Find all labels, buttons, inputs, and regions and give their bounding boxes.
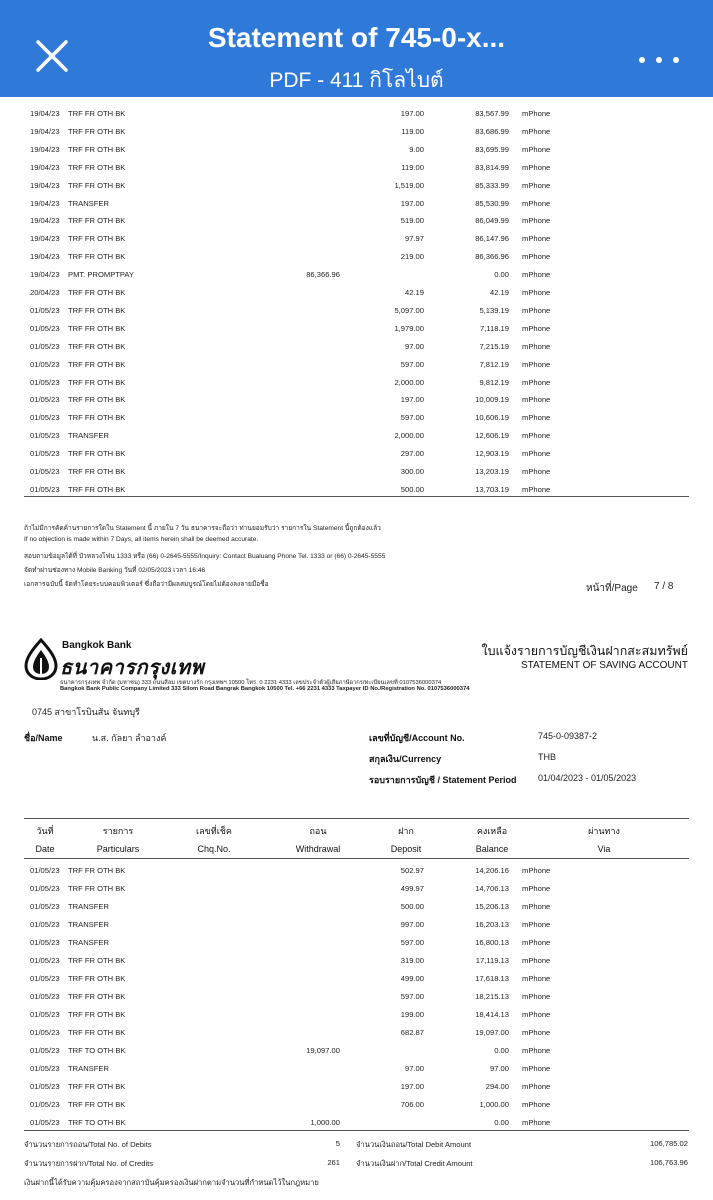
inquiry-note: สอบถามข้อมูลได้ที่ บัวหลวงโฟน 1333 หรือ (66) 0-2645-5555/Inquiry: Contact Bualuang Phone Tel. 1333 or (66) 0-2645-5555 (24, 553, 386, 560)
total-debits-label: จำนวนรายการถอน/Total No. of Debits (24, 1140, 152, 1149)
via-cell: mPhone (522, 216, 551, 226)
via-cell: mPhone (522, 162, 551, 172)
more-options-button[interactable] (639, 52, 679, 68)
particulars-cell: TRF FR OTH BK (68, 992, 126, 1001)
via-cell: mPhone (522, 1082, 551, 1091)
deposit-cell: 9.00 (409, 144, 424, 154)
statement-title-th: ใบแจ้งรายการบัญชีเงินฝากสะสมทรัพย์ (481, 644, 688, 658)
bangkok-bank-logo-icon (22, 638, 60, 680)
particulars-cell: TRF FR OTH BK (68, 216, 126, 226)
deposit-cell: 706.00 (400, 1100, 424, 1109)
particulars-cell: TRANSFER (68, 198, 109, 208)
date-cell: 19/04/23 (30, 252, 60, 262)
via-cell: mPhone (522, 180, 551, 190)
deposit-cell: 97.00 (404, 1064, 424, 1073)
table-row (0, 899, 713, 917)
deposit-cell: 297.00 (400, 449, 424, 459)
date-cell: 19/04/23 (30, 144, 60, 154)
particulars-cell: TRF FR OTH BK (68, 1010, 126, 1019)
branch-name: 0745 สาขาโรบินสัน จันทบุรี (32, 707, 140, 717)
deposit-cell: 1,979.00 (394, 323, 424, 333)
via-cell: mPhone (522, 1118, 551, 1127)
date-cell: 01/05/23 (30, 1046, 60, 1055)
via-cell: mPhone (522, 1010, 551, 1019)
table-row (0, 410, 713, 428)
deposit-cell: 499.00 (400, 974, 424, 983)
particulars-cell: TRF FR OTH BK (68, 467, 126, 476)
computer-generated-note: เอกสารฉบับนี้ จัดทำโดยระบบคอมพิวเตอร์ ซึ่งถือว่ามีผลสมบูรณ์โดยไม่ต้องลงลายมือชื่อ (24, 581, 269, 588)
via-cell: mPhone (522, 234, 551, 244)
date-cell: 01/05/23 (30, 395, 60, 405)
deposit-cell: 519.00 (400, 216, 424, 226)
via-cell: mPhone (522, 1046, 551, 1055)
balance-cell: 83,814.99 (475, 162, 509, 172)
date-cell: 01/05/23 (30, 1028, 60, 1037)
table-row (0, 375, 713, 393)
particulars-cell: TRF FR OTH BK (68, 395, 126, 405)
balance-cell: 7,812.19 (479, 359, 509, 369)
balance-cell: 83,686.99 (475, 126, 509, 136)
balance-cell: 86,147.96 (475, 234, 509, 244)
table-row (0, 989, 713, 1007)
withdrawal-cell: 86,366.96 (306, 270, 340, 280)
particulars-cell: TRANSFER (68, 1064, 109, 1073)
table-row (0, 1025, 713, 1043)
particulars-cell: TRANSFER (68, 920, 109, 929)
objection-note-en: If no objection is made within 7 Days, all items herein shall be deemed accurate. (24, 536, 259, 543)
date-cell: 01/05/23 (30, 377, 60, 387)
date-cell: 01/05/23 (30, 884, 60, 893)
col-particulars-en: Particulars (96, 844, 140, 854)
balance-cell: 1,000.00 (479, 1100, 509, 1109)
particulars-cell: PMT. PROMPTPAY (68, 270, 134, 280)
via-cell: mPhone (522, 395, 551, 405)
particulars-cell: TRF FR OTH BK (68, 377, 126, 387)
table-row (0, 285, 713, 303)
deposit-cell: 319.00 (400, 956, 424, 965)
via-cell: mPhone (522, 974, 551, 983)
particulars-cell: TRF FR OTH BK (68, 341, 126, 351)
date-cell: 20/04/23 (30, 288, 60, 297)
balance-cell: 0.00 (494, 1046, 509, 1055)
date-cell: 19/04/23 (30, 270, 60, 280)
header-bottom-rule (24, 858, 689, 859)
table-row (0, 339, 713, 357)
more-dot-icon (639, 57, 645, 63)
col-chqno-th: เลขที่เช็ค (196, 826, 232, 836)
balance-cell: 18,215.13 (475, 992, 509, 1001)
deposit-cell: 500.00 (400, 902, 424, 911)
via-cell: mPhone (522, 449, 551, 459)
deposit-cell: 197.00 (400, 198, 424, 208)
table-row (0, 142, 713, 160)
name-label: ชื่อ/Name (24, 733, 63, 743)
table-row (0, 971, 713, 989)
col-chqno-en: Chq.No. (197, 844, 231, 854)
date-cell: 01/05/23 (30, 938, 60, 947)
table-row (0, 428, 713, 446)
table-row (0, 1043, 713, 1061)
table-row (0, 953, 713, 971)
bank-name-en: Bangkok Bank (62, 640, 132, 651)
total-debit-amount: 106,785.02 (649, 1139, 688, 1148)
via-cell: mPhone (522, 467, 551, 476)
name-value: น.ส. กัลยา ลำอางค์ (92, 733, 167, 743)
particulars-cell: TRF FR OTH BK (68, 484, 126, 494)
via-cell: mPhone (522, 341, 551, 351)
via-cell: mPhone (522, 920, 551, 929)
deposit-cell: 597.00 (400, 992, 424, 1001)
balance-cell: 9,812.19 (479, 377, 509, 387)
particulars-cell: TRF FR OTH BK (68, 359, 126, 369)
particulars-cell: TRF TO OTH BK (68, 1046, 126, 1055)
particulars-cell: TRANSFER (68, 938, 109, 947)
total-debit-amount-label: จำนวนเงินถอน/Total Debit Amount (356, 1140, 472, 1149)
col-date-th: วันที่ (36, 826, 54, 836)
col-balance-en: Balance (475, 844, 509, 854)
total-credits-label: จำนวนรายการฝาก/Total No. of Credits (24, 1159, 154, 1168)
balance-cell: 14,206.16 (475, 866, 509, 875)
deposit-cell: 119.00 (401, 126, 424, 136)
particulars-cell: TRF FR OTH BK (68, 252, 126, 262)
deposit-cell: 219.00 (400, 252, 424, 262)
via-cell: mPhone (522, 1064, 551, 1073)
particulars-cell: TRANSFER (68, 902, 109, 911)
table-row (0, 178, 713, 196)
balance-cell: 5,139.19 (479, 305, 509, 315)
date-cell: 01/05/23 (30, 431, 60, 441)
balance-cell: 42.19 (489, 288, 509, 297)
close-button[interactable] (30, 34, 74, 78)
date-cell: 01/05/23 (30, 956, 60, 965)
balance-cell: 14,706.13 (475, 884, 509, 893)
balance-cell: 83,567.99 (475, 109, 509, 118)
via-cell: mPhone (522, 484, 551, 494)
balance-cell: 10,009.19 (475, 395, 509, 405)
account-label: เลขที่บัญชี/Account No. (369, 733, 465, 743)
balance-cell: 86,049.99 (475, 216, 509, 226)
via-cell: mPhone (522, 431, 551, 441)
particulars-cell: TRF TO OTH BK (68, 1118, 126, 1127)
date-cell: 01/05/23 (30, 413, 60, 423)
particulars-cell: TRF FR OTH BK (68, 144, 126, 154)
balance-cell: 7,215.19 (479, 341, 509, 351)
table-row (0, 231, 713, 249)
date-cell: 01/05/23 (30, 323, 60, 333)
date-cell: 19/04/23 (30, 109, 60, 118)
total-credit-amount-label: จำนวนเงินฝาก/Total Credit Amount (356, 1159, 473, 1168)
balance-cell: 15,206.13 (475, 902, 509, 911)
deposit-cell: 5,097.00 (394, 305, 424, 315)
date-cell: 01/05/23 (30, 1010, 60, 1019)
via-cell: mPhone (522, 956, 551, 965)
currency-label: สกุลเงิน/Currency (369, 754, 442, 764)
withdrawal-cell: 1,000.00 (310, 1118, 340, 1127)
balance-cell: 7,118.19 (480, 323, 509, 333)
table-row (0, 392, 713, 410)
deposit-cell: 199.00 (400, 1010, 424, 1019)
particulars-cell: TRF FR OTH BK (68, 1082, 126, 1091)
deposit-cell: 597.00 (400, 413, 424, 423)
table-row (0, 1007, 713, 1025)
date-cell: 01/05/23 (30, 484, 60, 494)
date-cell: 01/05/23 (30, 1082, 60, 1091)
table-row (0, 106, 713, 124)
date-cell: 01/05/23 (30, 866, 60, 875)
via-cell: mPhone (522, 126, 551, 136)
balance-cell: 18,414.13 (475, 1010, 509, 1019)
particulars-cell: TRF FR OTH BK (68, 305, 126, 315)
particulars-cell: TRF FR OTH BK (68, 126, 126, 136)
deposit-cell: 97.97 (404, 234, 424, 244)
summary-top-rule (24, 1130, 689, 1131)
date-cell: 01/05/23 (30, 992, 60, 1001)
date-cell: 19/04/23 (30, 234, 60, 244)
bank-name-th: ธนาคารกรุงเทพ (60, 657, 205, 679)
via-cell: mPhone (522, 884, 551, 893)
bank-address-en: Bangkok Bank Public Company Limited 333 Silom Road Bangrak Bangkok 10500 Tel. +66 2231 4333 Taxpayer ID No./Registration No. 0107536000374 (60, 686, 470, 692)
col-balance-th: คงเหลือ (476, 826, 508, 836)
balance-cell: 86,366.96 (475, 252, 509, 262)
header-top-rule (24, 818, 689, 819)
deposit-cell: 197.00 (400, 395, 424, 405)
particulars-cell: TRF FR OTH BK (68, 288, 126, 297)
table-row (0, 935, 713, 953)
deposit-cell: 997.00 (400, 920, 424, 929)
deposit-cell: 300.00 (400, 467, 424, 476)
via-cell: mPhone (522, 144, 551, 154)
date-cell: 01/05/23 (30, 467, 60, 476)
deposit-cell: 42.19 (404, 288, 424, 297)
table-row (0, 464, 713, 482)
currency-value: THB (538, 752, 556, 762)
particulars-cell: TRF FR OTH BK (68, 109, 126, 118)
date-cell: 01/05/23 (30, 1064, 60, 1073)
via-cell: mPhone (522, 1028, 551, 1037)
deposit-cell: 597.00 (400, 938, 424, 947)
page-label: หน้าที่/Page (586, 583, 638, 594)
generated-note: จัดทำผ่านช่องทาง Mobile Banking วันที่ 02/05/2023 เวลา 16:46 (24, 567, 206, 574)
balance-cell: 0.00 (494, 1118, 509, 1127)
table-row (0, 446, 713, 464)
deposit-cell: 1,519.00 (394, 180, 424, 190)
balance-cell: 13,703.19 (475, 484, 509, 494)
particulars-cell: TRF FR OTH BK (68, 413, 126, 423)
deposit-cell: 502.97 (400, 866, 424, 875)
pdf-document-view[interactable] (0, 97, 713, 1200)
date-cell: 01/05/23 (30, 449, 60, 459)
page-number: 7 / 8 (654, 581, 674, 592)
balance-cell: 0.00 (494, 270, 509, 280)
col-date-en: Date (35, 844, 55, 854)
particulars-cell: TRF FR OTH BK (68, 884, 126, 893)
balance-cell: 19,097.00 (475, 1028, 509, 1037)
table-row (0, 321, 713, 339)
bank-address-th: ธนาคารกรุงเทพ จำกัด (มหาชน) 333 ถนนสีลม เขตบางรัก กรุงเทพฯ 10500 โทร. 0 2231 4333 เลขประจำตัวผู้เสียภาษีอากร/ทะเบียนเลขที่ 0107536000374 (60, 680, 442, 686)
table-row (0, 482, 713, 500)
total-debits-count: 5 (335, 1139, 340, 1148)
deposit-cell: 197.00 (400, 1082, 424, 1091)
balance-cell: 17,618.13 (475, 974, 509, 983)
table-row (0, 357, 713, 375)
total-credits-count: 261 (327, 1158, 340, 1167)
period-label: รอบรายการบัญชี / Statement Period (369, 775, 517, 785)
deposit-cell: 597.00 (400, 359, 424, 369)
date-cell: 01/05/23 (30, 1118, 60, 1127)
date-cell: 01/05/23 (30, 920, 60, 929)
balance-cell: 13,203.19 (475, 467, 509, 476)
balance-cell: 294.00 (485, 1082, 509, 1091)
date-cell: 19/04/23 (30, 198, 60, 208)
date-cell: 01/05/23 (30, 341, 60, 351)
date-cell: 01/05/23 (30, 974, 60, 983)
via-cell: mPhone (522, 323, 551, 333)
particulars-cell: TRF FR OTH BK (68, 323, 126, 333)
more-dot-icon (673, 57, 679, 63)
deposit-insurance-note: เงินฝากนี้ได้รับความคุ้มครองจากสถาบันคุ้มครองเงินฝากตามจำนวนที่กำหนดไว้ในกฎหมาย (24, 1178, 319, 1187)
total-credit-amount: 106,763.96 (649, 1158, 688, 1167)
table-row (0, 249, 713, 267)
table-bottom-rule (24, 496, 689, 497)
particulars-cell: TRF FR OTH BK (68, 180, 126, 190)
via-cell: mPhone (522, 377, 551, 387)
objection-note-th: ถ้าไม่มีการคัดค้านรายการใดใน Statement นี้ ภายใน 7 วัน ธนาคารจะถือว่า ท่านยอมรับว่า รายการใน Statement นี้ถูกต้องแล้ว (24, 525, 381, 532)
balance-cell: 85,333.99 (475, 180, 509, 190)
balance-cell: 85,530.99 (475, 198, 509, 208)
deposit-cell: 2,000.00 (394, 377, 424, 387)
deposit-cell: 682.87 (400, 1028, 424, 1037)
via-cell: mPhone (522, 198, 551, 208)
via-cell: mPhone (522, 270, 551, 280)
particulars-cell: TRF FR OTH BK (68, 449, 126, 459)
statement-title-en: STATEMENT OF SAVING ACCOUNT (520, 660, 688, 671)
col-deposit-en: Deposit (390, 844, 422, 854)
table-row (0, 1061, 713, 1079)
table-row (0, 881, 713, 899)
table-row (0, 267, 713, 285)
col-withdrawal-en: Withdrawal (295, 844, 341, 854)
withdrawal-cell: 19,097.00 (306, 1046, 340, 1055)
balance-cell: 83,695.99 (475, 144, 509, 154)
more-dot-icon (656, 57, 662, 63)
top-app-bar (0, 0, 713, 97)
via-cell: mPhone (522, 902, 551, 911)
via-cell: mPhone (522, 305, 551, 315)
table-row (0, 213, 713, 231)
date-cell: 01/05/23 (30, 902, 60, 911)
table-row (0, 863, 713, 881)
balance-cell: 16,800.13 (475, 938, 509, 947)
period-value: 01/04/2023 - 01/05/2023 (538, 773, 637, 783)
balance-cell: 16,203.13 (475, 920, 509, 929)
table-row (0, 917, 713, 935)
table-row (0, 303, 713, 321)
deposit-cell: 2,000.00 (394, 431, 424, 441)
table-row (0, 1079, 713, 1097)
date-cell: 19/04/23 (30, 216, 60, 226)
particulars-cell: TRF FR OTH BK (68, 162, 126, 172)
date-cell: 01/05/23 (30, 1100, 60, 1109)
particulars-cell: TRF FR OTH BK (68, 234, 126, 244)
via-cell: mPhone (522, 109, 551, 118)
via-cell: mPhone (522, 992, 551, 1001)
via-cell: mPhone (522, 1100, 551, 1109)
via-cell: mPhone (522, 359, 551, 369)
col-particulars-th: รายการ (102, 826, 134, 836)
table-row (0, 160, 713, 178)
particulars-cell: TRF FR OTH BK (68, 866, 126, 875)
date-cell: 01/05/23 (30, 359, 60, 369)
date-cell: 19/04/23 (30, 126, 60, 136)
document-subtitle: PDF - 411 กิโลไบต์ (269, 69, 444, 92)
document-title: Statement of 745-0-x... (207, 22, 506, 53)
deposit-cell: 97.00 (404, 341, 424, 351)
particulars-cell: TRF FR OTH BK (68, 1028, 126, 1037)
deposit-cell: 499.97 (400, 884, 424, 893)
deposit-cell: 500.00 (400, 484, 424, 494)
via-cell: mPhone (522, 938, 551, 947)
account-value: 745-0-09387-2 (538, 731, 598, 741)
particulars-cell: TRF FR OTH BK (68, 1100, 126, 1109)
particulars-cell: TRANSFER (68, 431, 109, 441)
balance-cell: 17,119.13 (475, 956, 509, 965)
date-cell: 19/04/23 (30, 162, 60, 172)
balance-cell: 12,903.19 (475, 449, 509, 459)
close-icon (30, 34, 74, 78)
balance-cell: 97.00 (489, 1064, 509, 1073)
particulars-cell: TRF FR OTH BK (68, 956, 126, 965)
col-via-en: Via (597, 844, 611, 854)
via-cell: mPhone (522, 866, 551, 875)
table-row (0, 124, 713, 142)
table-row (0, 1097, 713, 1115)
particulars-cell: TRF FR OTH BK (68, 974, 126, 983)
col-deposit-th: ฝาก (398, 826, 414, 836)
deposit-cell: 119.00 (401, 162, 424, 172)
via-cell: mPhone (522, 288, 551, 297)
col-via-th: ผ่านทาง (588, 826, 620, 836)
date-cell: 19/04/23 (30, 180, 60, 190)
col-withdrawal-th: ถอน (309, 826, 327, 836)
deposit-cell: 197.00 (400, 109, 424, 118)
balance-cell: 12,606.19 (475, 431, 509, 441)
date-cell: 01/05/23 (30, 305, 60, 315)
balance-cell: 10,606.19 (475, 413, 509, 423)
via-cell: mPhone (522, 413, 551, 423)
via-cell: mPhone (522, 252, 551, 262)
table-row (0, 196, 713, 214)
